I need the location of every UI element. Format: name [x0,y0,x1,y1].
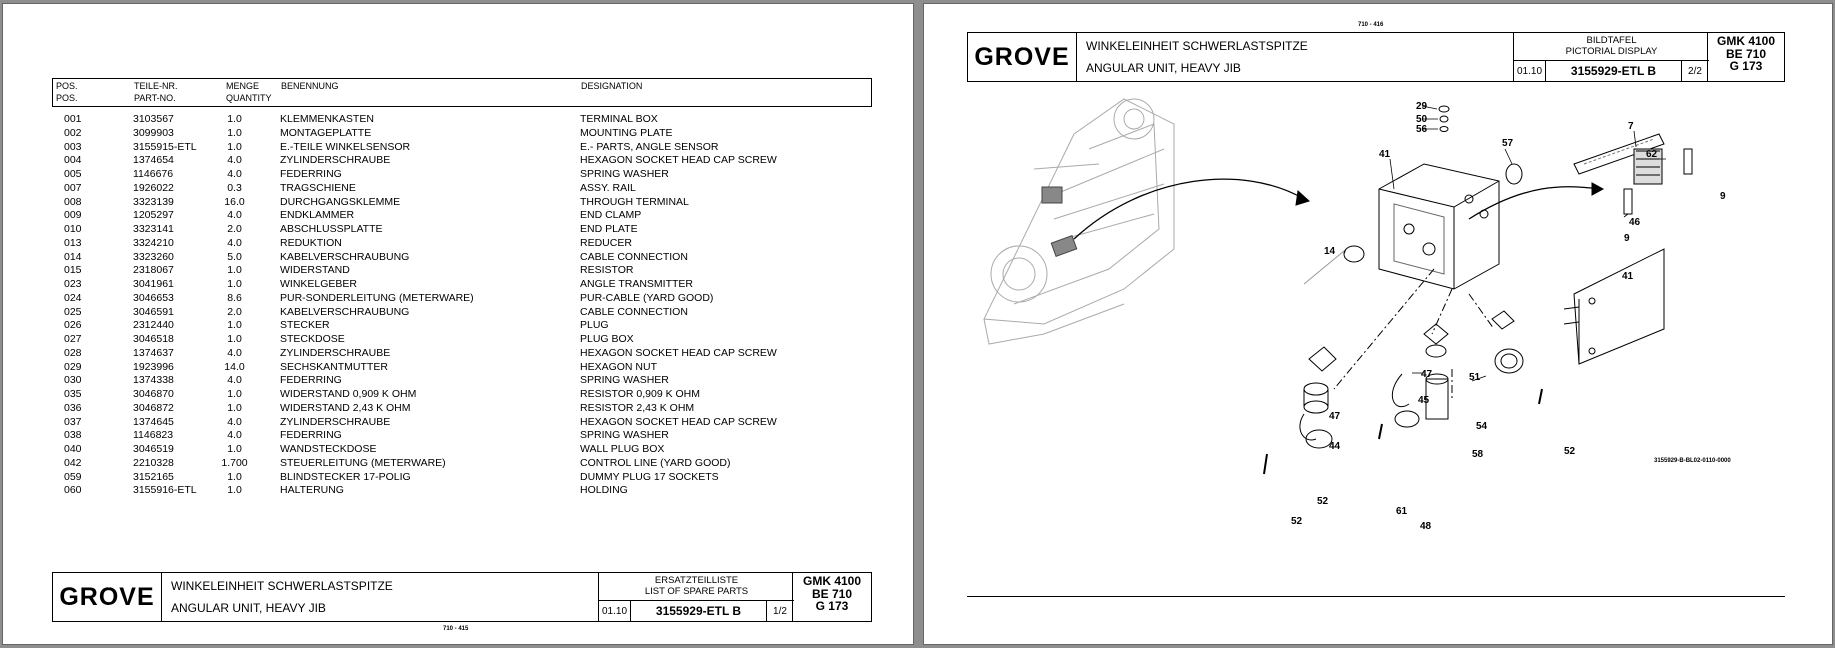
designation-cell: E.- PARTS, ANGLE SENSOR [580,140,719,153]
pos-cell: 004 [64,154,82,167]
name-de-cell: ZYLINDERSCHRAUBE [280,346,391,359]
designation-cell: ANGLE TRANSMITTER [580,278,693,290]
header-pos-en: POS. [56,93,78,103]
name-de-cell: WIDERSTAND 2,43 K OHM [280,401,411,414]
name-de-cell: ENDKLAMMER [280,209,355,222]
callout-label: 50 [1416,114,1428,125]
name-de-cell: STEUERLEITUNG (METERWARE) [280,456,446,469]
quantity-cell: 4.0 [227,374,242,387]
pos-cell: 027 [64,333,82,345]
name-de-cell: FEDERRING [280,168,342,180]
part-number-cell: 1374637 [133,346,174,359]
designation-cell: RESISTOR [580,264,634,277]
header-name-de: BENENNUNG [281,81,339,91]
callout-label: 9 [1624,233,1630,244]
part-number-cell: 3046591 [133,305,174,318]
callout-label: 44 [1329,441,1341,452]
part-number-cell: 1926022 [133,181,174,194]
table-row [52,484,872,498]
model-info [792,573,871,621]
table-row [52,416,872,430]
quantity-cell: 1.0 [227,126,242,139]
callout-label: 57 [1502,138,1514,149]
display-label-en: PICTORIAL DISPLAY [1565,46,1658,57]
name-de-cell: WANDSTECKDOSE [280,443,377,455]
page-number: 710 - 416 [1358,22,1384,28]
pos-cell: 042 [64,456,82,469]
table-row [52,333,872,347]
bottom-rule [967,596,1785,597]
pos-cell: 028 [64,346,82,359]
title-de: WINKELEINHEIT SCHWERLASTSPITZE [171,579,393,593]
quantity-cell: 4.0 [227,429,242,442]
model: GMK 4100 [1716,34,1776,48]
pos-cell: 008 [64,195,82,208]
title-block [967,32,1785,82]
designation-cell: HEXAGON SOCKET HEAD CAP SCREW [580,415,777,428]
name-de-cell: ABSCHLUSSPLATTE [280,223,383,235]
display-info [1513,33,1709,81]
model-info [1707,33,1784,81]
table-row [52,113,872,127]
pos-cell: 009 [64,209,82,222]
pos-cell: 002 [64,126,82,139]
part-number-cell: 3041961 [133,278,174,290]
name-de-cell: KLEMMENKASTEN [280,113,374,125]
designation-cell: TERMINAL BOX [580,113,658,125]
designation-cell: HEXAGON SOCKET HEAD CAP SCREW [580,346,777,359]
table-row [52,471,872,485]
name-de-cell: REDUKTION [280,236,342,249]
part-number-cell: 2312440 [133,319,174,332]
table-row [52,127,872,141]
pos-cell: 038 [64,429,82,442]
part-number-cell: 3046870 [133,388,174,400]
quantity-cell: 0.3 [227,181,242,194]
designation-cell: WALL PLUG BOX [580,443,665,455]
name-de-cell: STECKER [280,319,330,332]
part-number-cell: 3323260 [133,250,174,263]
quantity-cell: 1.0 [227,140,242,153]
part-number-cell: 1374654 [133,154,174,167]
edition-date: 01.10 [1517,66,1543,77]
callout-label: 61 [1396,506,1408,517]
part-number-cell: 1923996 [133,360,174,373]
callout-label: 47 [1421,369,1433,380]
quantity-cell: 16.0 [224,195,245,208]
designation-cell: END PLATE [580,223,638,235]
header-qty-de: MENGE [226,81,260,91]
name-de-cell: WINKELGEBER [280,278,358,290]
grove-logo: GROVE [53,573,162,621]
pos-cell: 030 [64,374,82,387]
pos-cell: 001 [64,113,82,125]
table-row [52,292,872,306]
part-number-cell: 1374645 [133,415,174,428]
list-label-de: ERSATZTEILLISTE [654,575,739,586]
part-number-cell: 2318067 [133,264,174,277]
display-label-de: BILDTAFEL [1586,35,1637,46]
table-row [52,429,872,443]
table-row [52,223,872,237]
part-number-cell: 3155915-ETL [133,140,197,153]
callout-label: 51 [1469,372,1481,383]
pos-cell: 029 [64,360,82,373]
callout-label: 58 [1472,449,1484,460]
title-block [52,572,872,622]
name-de-cell: FEDERRING [280,429,342,442]
designation-cell: SPRING WASHER [580,374,669,387]
group-number: G 173 [1729,59,1763,73]
parts-table [52,78,872,498]
callout-label: 56 [1416,124,1428,135]
name-de-cell: KABELVERSCHRAUBUNG [280,250,410,263]
name-de-cell: ZYLINDERSCHRAUBE [280,154,391,167]
designation-cell: END CLAMP [580,209,642,222]
be-number: BE 710 [811,586,853,601]
table-row [52,182,872,196]
quantity-cell: 1.0 [227,278,242,290]
callout-label: 7 [1628,121,1634,132]
table-row [52,168,872,182]
header-qty-en: QUANTITY [226,93,272,103]
parts-list-page [2,3,914,645]
quantity-cell: 1.0 [227,319,242,332]
designation-cell: THROUGH TERMINAL [580,195,689,208]
designation-cell: PLUG BOX [580,333,634,345]
pos-cell: 035 [64,388,82,400]
document-number: 3155929-ETL B [1570,64,1657,78]
name-de-cell: STECKDOSE [280,333,345,345]
quantity-cell: 1.0 [227,113,242,125]
quantity-cell: 5.0 [227,250,242,263]
title-de: WINKELEINHEIT SCHWERLASTSPITZE [1086,39,1308,53]
callout-label: 14 [1324,246,1336,257]
quantity-cell: 1.0 [227,470,242,483]
quantity-cell: 1.0 [227,264,242,277]
table-row [52,374,872,388]
model: GMK 4100 [802,574,862,588]
pos-cell: 010 [64,223,82,235]
pos-cell: 013 [64,236,82,249]
pos-cell: 007 [64,181,82,194]
table-row [52,402,872,416]
table-row [52,209,872,223]
name-de-cell: MONTAGEPLATTE [280,126,372,139]
table-row [52,443,872,457]
name-de-cell: TRAGSCHIENE [280,181,356,194]
part-number-cell: 3046653 [133,291,174,304]
designation-cell: ASSY. RAIL [580,181,636,194]
name-de-cell: HALTERUNG [280,484,344,497]
header-part-en: PART-NO. [134,93,176,103]
designation-cell: HOLDING [580,484,628,497]
part-number-cell: 1146676 [133,168,174,180]
part-number-cell: 1146823 [133,429,174,442]
name-de-cell: KABELVERSCHRAUBUNG [280,305,410,318]
pos-cell: 036 [64,401,82,414]
part-number-cell: 3323141 [133,223,174,235]
table-row [52,237,872,251]
callout-label: 62 [1646,149,1658,160]
page-of: 1/2 [773,606,787,617]
designation-cell: DUMMY PLUG 17 SOCKETS [580,470,719,483]
name-de-cell: FEDERRING [280,374,342,387]
page-number: 710 - 415 [443,626,469,632]
pos-cell: 024 [64,291,82,304]
quantity-cell: 1.0 [227,484,242,497]
header-part-de: TEILE-NR. [134,81,178,91]
callout-label: 52 [1291,516,1303,527]
table-row [52,388,872,402]
table-row [52,154,872,168]
part-number-cell: 2210328 [133,456,174,469]
designation-cell: PLUG [580,319,609,332]
designation-cell: RESISTOR 0,909 K OHM [580,388,701,400]
table-row [52,141,872,155]
pictorial-page [923,3,1833,645]
name-de-cell: WIDERSTAND 0,909 K OHM [280,388,417,400]
be-number: BE 710 [1725,46,1767,61]
pos-cell: 014 [64,250,82,263]
pos-cell: 059 [64,470,82,483]
designation-cell: REDUCER [580,236,632,249]
table-row [52,347,872,361]
pos-cell: 037 [64,415,82,428]
page-of: 2/2 [1688,66,1702,77]
designation-cell: SPRING WASHER [580,429,669,442]
part-number-cell: 3099903 [133,126,174,139]
designation-cell: RESISTOR 2,43 K OHM [580,401,695,414]
quantity-cell: 1.0 [227,333,242,345]
quantity-cell: 1.0 [227,388,242,400]
title-en: ANGULAR UNIT, HEAVY JIB [1086,61,1241,75]
quantity-cell: 2.0 [227,305,242,318]
quantity-cell: 4.0 [227,236,242,249]
pos-cell: 015 [64,264,82,277]
table-row [52,361,872,375]
quantity-cell: 4.0 [227,415,242,428]
pos-cell: 005 [64,168,82,180]
designation-cell: PUR-CABLE (YARD GOOD) [580,291,714,304]
part-number-cell: 3046519 [133,443,174,455]
part-number-cell: 3155916-ETL [133,484,197,497]
quantity-cell: 14.0 [224,360,245,373]
list-info [598,573,794,621]
quantity-cell: 4.0 [227,346,242,359]
designation-cell: MOUNTING PLATE [580,126,673,139]
callout-label: 52 [1564,446,1576,457]
designation-cell: SPRING WASHER [580,168,669,180]
pos-cell: 023 [64,278,82,290]
callout-label: 52 [1317,496,1329,507]
quantity-cell: 1.0 [227,443,242,455]
pos-cell: 025 [64,305,82,318]
table-row [52,196,872,210]
table-row [52,319,872,333]
name-de-cell: E.-TEILE WINKELSENSOR [280,140,411,153]
name-de-cell: WIDERSTAND [280,264,350,277]
header-desig-en: DESIGNATION [581,81,643,91]
part-number-cell: 3103567 [133,113,174,125]
part-number-cell: 3152165 [133,470,174,483]
part-number-cell: 1374338 [133,374,174,387]
callout-label: 9 [1720,191,1726,202]
exploded-drawing [924,89,1824,549]
quantity-cell: 1.700 [221,456,248,469]
part-number-cell: 3324210 [133,236,174,249]
table-row [52,306,872,320]
table-row [52,278,872,292]
callout-label: 45 [1418,395,1430,406]
designation-cell: CONTROL LINE (YARD GOOD) [580,456,731,469]
header-pos-de: POS. [56,81,78,91]
callout-label: 41 [1379,149,1391,160]
document-number: 3155929-ETL B [655,604,742,618]
quantity-cell: 2.0 [227,223,242,235]
callout-label: 46 [1629,217,1641,228]
quantity-cell: 4.0 [227,154,242,167]
drawing-reference: 3155929-B-BL02-0110-0000 [1654,458,1731,464]
name-de-cell: BLINDSTECKER 17-POLIG [280,470,411,483]
name-de-cell: PUR-SONDERLEITUNG (METERWARE) [280,291,474,304]
quantity-cell: 4.0 [227,209,242,222]
title-en: ANGULAR UNIT, HEAVY JIB [171,601,326,615]
designation-cell: CABLE CONNECTION [580,305,688,318]
part-number-cell: 3323139 [133,195,174,208]
pos-cell: 040 [64,443,82,455]
table-row [52,457,872,471]
quantity-cell: 1.0 [227,401,242,414]
edition-date: 01.10 [602,606,628,617]
grove-logo: GROVE [968,33,1077,81]
callout-label: 48 [1420,521,1432,532]
quantity-cell: 8.6 [227,291,242,304]
name-de-cell: ZYLINDERSCHRAUBE [280,415,391,428]
designation-cell: CABLE CONNECTION [580,250,688,263]
parts-table-header [52,78,872,107]
name-de-cell: DURCHGANGSKLEMME [280,195,401,208]
pos-cell: 026 [64,319,82,332]
group-number: G 173 [815,599,849,613]
callout-label: 41 [1622,271,1634,282]
callout-label: 47 [1329,411,1341,422]
designation-cell: HEXAGON NUT [580,360,658,373]
pos-cell: 060 [64,484,82,497]
table-row [52,251,872,265]
parts-table-body [52,107,872,498]
part-number-cell: 3046518 [133,333,174,345]
part-number-cell: 3046872 [133,401,174,414]
designation-cell: HEXAGON SOCKET HEAD CAP SCREW [580,154,777,167]
part-number-cell: 1205297 [133,209,174,222]
quantity-cell: 4.0 [227,168,242,180]
list-label-en: LIST OF SPARE PARTS [644,586,749,597]
table-row [52,264,872,278]
callout-label: 54 [1476,421,1488,432]
pos-cell: 003 [64,140,82,153]
name-de-cell: SECHSKANTMUTTER [280,360,388,373]
callout-label: 29 [1416,101,1428,112]
